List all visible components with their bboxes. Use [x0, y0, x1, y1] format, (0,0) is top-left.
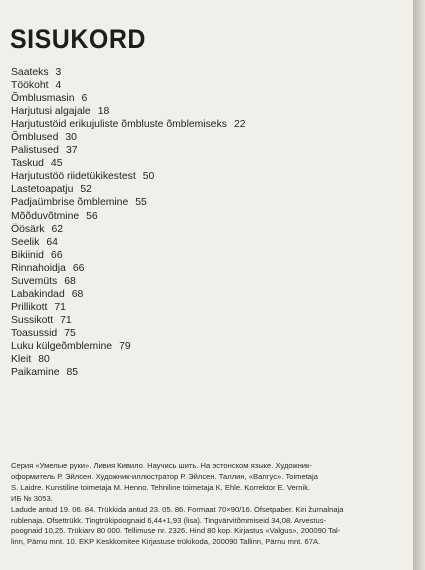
toc-entry-title: Öösärk: [11, 223, 45, 235]
toc-entry: [11, 340, 406, 353]
page-edge: [413, 0, 425, 570]
imprint-line: Серия «Умелые руки». Ливия Кивило. Научись шить. На эстонском языке. Художник-: [11, 461, 312, 470]
toc-entry-title: Seelik: [11, 236, 40, 248]
toc-entry-page: 66: [50, 249, 63, 261]
toc-entry: [11, 183, 406, 196]
toc-entry-title: Rinnahoidja: [11, 262, 66, 274]
toc-entry-title: Toasussid: [11, 327, 58, 339]
toc-entry-page: 45: [50, 158, 63, 170]
toc-entry-page: 4: [55, 80, 62, 92]
toc-entry-title: Harjutustöö riidetükikestest: [11, 171, 136, 183]
toc-entry: [11, 301, 406, 314]
toc-entry: [11, 275, 406, 288]
toc-entry-title: Palistused: [11, 145, 59, 157]
toc-entry-page: 3: [55, 67, 62, 78]
toc-entry: [11, 92, 406, 105]
toc-entry-title: Sussikott: [11, 314, 54, 326]
toc-entry-title: Mõõduvõtmine: [11, 210, 80, 222]
toc-entry-page: 85: [66, 367, 79, 379]
toc-entry-page: 50: [142, 171, 155, 183]
toc-entry-page: 68: [64, 275, 76, 287]
toc-entry-page: 6: [81, 93, 88, 105]
toc-entry-page: 80: [38, 354, 50, 366]
toc-entry-title: Õmblused: [11, 132, 59, 144]
table-of-contents: [11, 66, 406, 379]
toc-entry: [11, 144, 406, 157]
toc-entry: [11, 288, 406, 301]
toc-entry-page: 66: [72, 262, 85, 274]
toc-entry: [11, 118, 406, 131]
toc-entry: [11, 66, 406, 79]
imprint-block: [11, 461, 406, 548]
toc-entry: [11, 210, 406, 223]
toc-entry-title: Suvemüts: [11, 275, 58, 287]
toc-entry-title: Padjaümbrise õmblemine: [11, 197, 129, 209]
toc-entry-title: Töökoht: [11, 80, 49, 92]
toc-entry: [11, 249, 406, 262]
toc-entry-page: 71: [60, 314, 72, 326]
imprint-line: rublenaja. Ofsettrükk. Tingtrükipoognaid 6,44+1,93 (lisa). Tingvärvitõmmiseid 34,08. Arvestus-: [11, 515, 327, 525]
imprint-line: Ladude antud 19. 06. 84. Trükkida antud 23. 05. 86. Formaat 70×90/16. Ofsetpaber. Kiri žurnalnaja: [11, 504, 344, 514]
toc-entry-page: 79: [119, 340, 131, 352]
toc-entry: [11, 353, 406, 366]
toc-entry-title: Harjutusi algajale: [11, 106, 91, 118]
toc-entry-page: 18: [97, 106, 110, 118]
toc-entry: [11, 314, 406, 327]
toc-entry-page: 37: [65, 145, 78, 157]
toc-entry-page: 55: [135, 197, 147, 209]
page-title: SISUKORD: [10, 24, 146, 55]
toc-entry-page: 52: [80, 184, 92, 196]
toc-entry-title: Labakindad: [11, 288, 65, 300]
imprint-line: ИБ № 3053.: [11, 493, 53, 503]
toc-entry: [11, 223, 406, 236]
toc-entry-title: Harjutustöid erikujuliste õmbluste õmblemiseks: [11, 119, 227, 131]
toc-entry-page: 71: [54, 301, 66, 313]
toc-entry: [11, 170, 406, 183]
toc-entry-page: 64: [46, 236, 58, 248]
toc-entry-title: Saateks: [11, 67, 49, 78]
toc-entry-page: 30: [65, 132, 77, 144]
toc-entry-title: Kleit: [11, 354, 32, 366]
toc-entry: [11, 79, 406, 92]
toc-entry-title: Prillikott: [11, 301, 48, 313]
toc-entry: [11, 157, 406, 170]
toc-entry-title: Õmblusmasin: [11, 93, 75, 105]
toc-entry-page: 22: [233, 119, 246, 131]
toc-entry-title: Bikiinid: [11, 249, 44, 261]
toc-entry-page: 68: [71, 288, 84, 300]
toc-entry: [11, 105, 406, 118]
imprint-line: poognaid 10,25. Trükiarv 80 000. Tellimuse nr. 2326. Hind 80 kop. Kirjastus «Valgus», 200090 Tal-: [11, 526, 341, 536]
toc-entry-page: 75: [64, 327, 76, 339]
toc-entry: [11, 236, 406, 249]
toc-entry: [11, 131, 406, 144]
toc-entry: [11, 196, 406, 209]
toc-entry-page: 62: [51, 223, 64, 235]
toc-entry: [11, 327, 406, 340]
toc-entry-page: 56: [86, 210, 98, 222]
toc-entry: [11, 262, 406, 275]
imprint-line: оформитель Р. Эйлсен. Художник-иллюстратор Р. Эйлсен. Таллин, «Валгус». Toimetaja: [11, 471, 318, 481]
toc-entry-title: Luku külgeõmblemine: [11, 340, 113, 352]
imprint-line: S. Laidre. Kunstiline toimetaja M. Henno. Tehniline toimetaja K. Ehle. Korrektor E. Vernik.: [11, 482, 311, 492]
toc-entry-title: Lastetoapatju: [11, 184, 74, 196]
imprint-line: linn, Pärnu mnt. 10. EKP Keskkomitee Kirjastuse trükikoda, 200090 Tallinn, Pärnu mnt. 67A.: [11, 537, 321, 547]
toc-entry-title: Paikamine: [11, 367, 60, 379]
toc-entry: [11, 366, 406, 379]
toc-entry-title: Taskud: [11, 158, 44, 170]
